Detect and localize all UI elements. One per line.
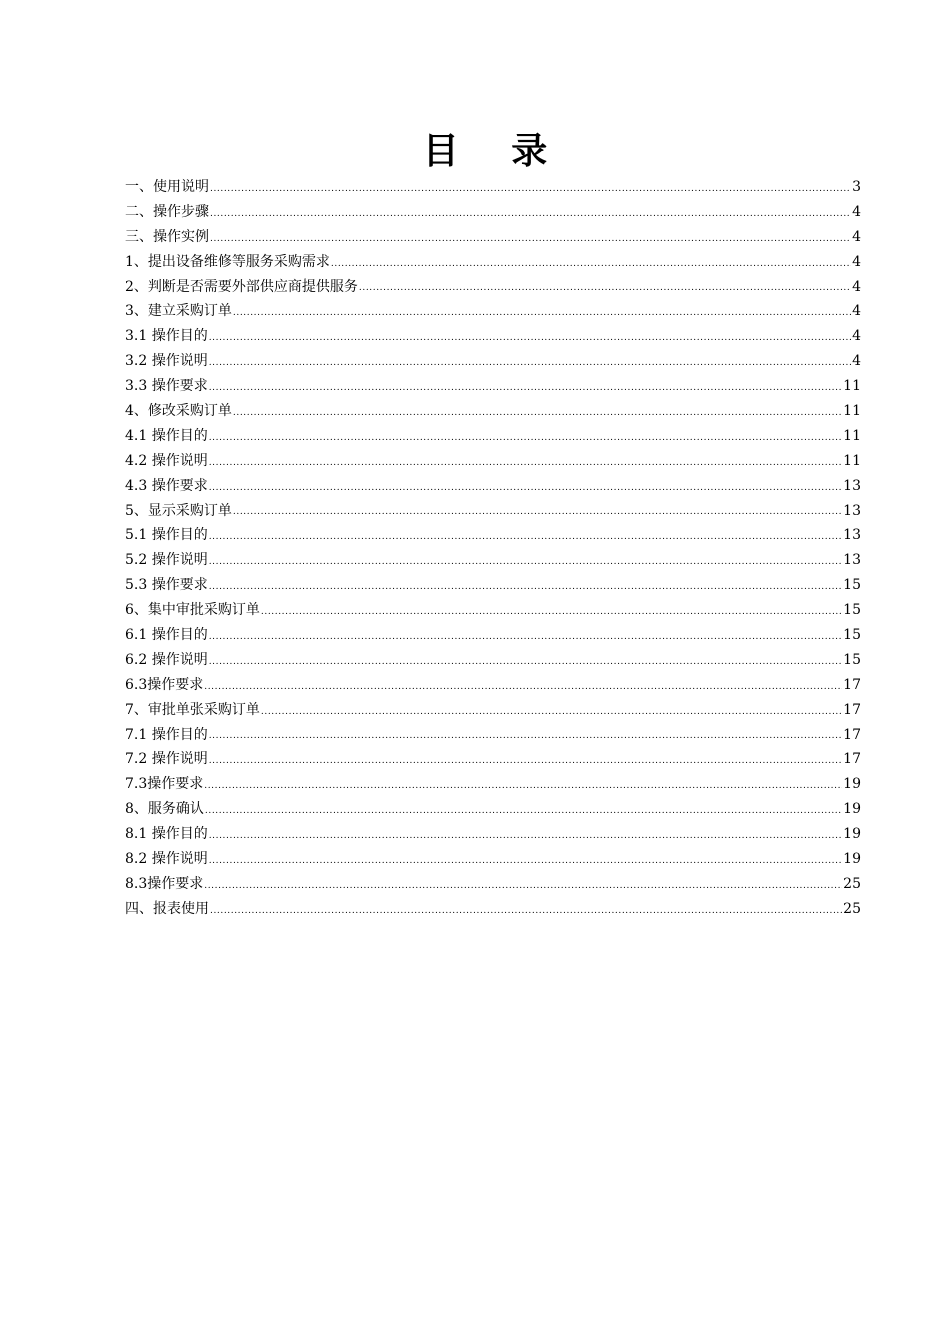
toc-dot-leader <box>210 232 851 246</box>
toc-entry-page-number: 4 <box>852 328 861 345</box>
toc-entry[interactable] <box>125 177 861 202</box>
toc-entry[interactable] <box>125 849 861 874</box>
toc-entry-label: 4.2 操作说明 <box>125 452 208 469</box>
toc-dot-leader <box>233 406 842 420</box>
toc-entry[interactable] <box>125 650 861 675</box>
toc-entry[interactable] <box>125 426 861 451</box>
toc-entry-label: 8.1 操作目的 <box>125 826 208 843</box>
toc-entry-page-number: 17 <box>843 726 861 743</box>
toc-entry-page-number: 17 <box>843 676 861 693</box>
toc-entry-label: 4.3 操作要求 <box>125 477 208 494</box>
toc-dot-leader <box>204 779 842 793</box>
toc-entry-page-number: 11 <box>843 378 861 395</box>
toc-entry-label: 3.1 操作目的 <box>125 328 208 345</box>
toc-entry-page-number: 15 <box>843 627 861 644</box>
toc-entry[interactable] <box>125 401 861 426</box>
toc-entry-page-number: 19 <box>843 826 861 843</box>
toc-entry-page-number: 15 <box>843 602 861 619</box>
toc-entry-label: 3.3 操作要求 <box>125 378 208 395</box>
toc-entry-page-number: 19 <box>843 851 861 868</box>
toc-dot-leader <box>205 804 842 818</box>
toc-dot-leader <box>209 630 842 644</box>
toc-entry-page-number: 13 <box>843 502 861 519</box>
toc-entry-label: 3、建立采购订单 <box>125 303 232 320</box>
toc-entry-label: 6、集中审批采购订单 <box>125 602 260 619</box>
toc-entry-page-number: 13 <box>843 552 861 569</box>
toc-entry[interactable] <box>125 227 861 252</box>
toc-dot-leader <box>209 331 851 345</box>
toc-dot-leader <box>209 456 842 470</box>
toc-entry-page-number: 4 <box>852 228 861 245</box>
toc-entry-label: 5.2 操作说明 <box>125 552 208 569</box>
toc-entry[interactable] <box>125 376 861 401</box>
toc-entry[interactable] <box>125 277 861 302</box>
toc-entry-label: 8.2 操作说明 <box>125 851 208 868</box>
toc-entry-label: 6.3操作要求 <box>125 676 204 693</box>
toc-entry-label: 4.1 操作目的 <box>125 427 208 444</box>
toc-entry-label: 三、操作实例 <box>125 228 209 245</box>
toc-entry-page-number: 25 <box>843 875 861 892</box>
toc-entry-label: 二、操作步骤 <box>125 203 209 220</box>
toc-dot-leader <box>209 530 842 544</box>
toc-entry-page-number: 11 <box>843 427 861 444</box>
toc-entry-label: 5、显示采购订单 <box>125 502 232 519</box>
toc-entry-page-number: 4 <box>852 203 861 220</box>
toc-entry-page-number: 17 <box>843 701 861 718</box>
toc-entry[interactable] <box>125 326 861 351</box>
toc-entry[interactable] <box>125 451 861 476</box>
toc-entry-page-number: 4 <box>852 353 861 370</box>
toc-entry[interactable] <box>125 675 861 700</box>
toc-entry[interactable] <box>125 874 861 899</box>
toc-dot-leader <box>261 605 842 619</box>
toc-dot-leader <box>209 829 842 843</box>
toc-entry-label: 四、报表使用 <box>125 900 209 917</box>
toc-dot-leader <box>209 356 851 370</box>
toc-entry[interactable] <box>125 252 861 277</box>
toc-dot-leader <box>261 705 842 719</box>
toc-entry-page-number: 17 <box>843 751 861 768</box>
toc-dot-leader <box>204 680 842 694</box>
toc-list <box>125 177 861 924</box>
toc-entry-label: 8.3操作要求 <box>125 875 204 892</box>
toc-entry-page-number: 3 <box>852 179 861 195</box>
toc-dot-leader <box>233 505 842 519</box>
toc-entry[interactable] <box>125 525 861 550</box>
toc-dot-leader <box>209 854 842 868</box>
toc-dot-leader <box>209 555 842 569</box>
toc-entry-page-number: 4 <box>852 278 861 295</box>
toc-dot-leader <box>209 481 842 495</box>
toc-entry-page-number: 15 <box>843 651 861 668</box>
toc-entry-label: 4、修改采购订单 <box>125 403 232 420</box>
toc-entry-label: 7、审批单张采购订单 <box>125 701 260 718</box>
toc-entry-label: 8、服务确认 <box>125 801 204 818</box>
toc-entry[interactable] <box>125 774 861 799</box>
toc-entry[interactable] <box>125 575 861 600</box>
toc-entry[interactable] <box>125 600 861 625</box>
toc-entry-label: 3.2 操作说明 <box>125 353 208 370</box>
toc-entry[interactable] <box>125 749 861 774</box>
toc-dot-leader <box>209 381 842 395</box>
toc-entry-page-number: 13 <box>843 477 861 494</box>
toc-dot-leader <box>233 306 851 320</box>
toc-entry-page-number: 15 <box>843 577 861 594</box>
toc-dot-leader <box>204 879 842 893</box>
toc-entry-page-number: 13 <box>843 527 861 544</box>
toc-dot-leader <box>210 904 842 918</box>
toc-entry-label: 7.3操作要求 <box>125 776 204 793</box>
toc-entry-label: 7.1 操作目的 <box>125 726 208 743</box>
toc-entry-label: 5.3 操作要求 <box>125 577 208 594</box>
toc-entry-page-number: 25 <box>843 900 861 917</box>
toc-entry[interactable] <box>125 700 861 725</box>
toc-entry[interactable] <box>125 301 861 326</box>
toc-entry[interactable] <box>125 899 861 924</box>
toc-entry-label: 一、使用说明 <box>125 179 209 195</box>
toc-title: 目 录 <box>422 131 568 172</box>
toc-entry-label: 6.1 操作目的 <box>125 627 208 644</box>
toc-entry-label: 6.2 操作说明 <box>125 651 208 668</box>
toc-entry[interactable] <box>125 351 861 376</box>
toc-dot-leader <box>209 431 842 445</box>
toc-dot-leader <box>209 729 842 743</box>
toc-entry[interactable] <box>125 501 861 526</box>
toc-entry[interactable] <box>125 625 861 650</box>
toc-entry-page-number: 11 <box>843 403 861 420</box>
toc-entry-page-number: 4 <box>852 303 861 320</box>
toc-dot-leader <box>359 281 851 295</box>
toc-entry[interactable] <box>125 799 861 824</box>
toc-dot-leader <box>209 580 842 594</box>
toc-entry-page-number: 4 <box>852 253 861 270</box>
toc-entry[interactable] <box>125 725 861 750</box>
toc-dot-leader <box>210 207 851 221</box>
toc-entry[interactable] <box>125 824 861 849</box>
toc-entry[interactable] <box>125 476 861 501</box>
toc-entry-label: 2、判断是否需要外部供应商提供服务 <box>125 278 358 295</box>
toc-dot-leader <box>210 182 851 196</box>
toc-entry-page-number: 19 <box>843 801 861 818</box>
toc-dot-leader <box>331 257 851 271</box>
toc-entry[interactable] <box>125 550 861 575</box>
toc-entry-label: 5.1 操作目的 <box>125 527 208 544</box>
toc-entry-label: 7.2 操作说明 <box>125 751 208 768</box>
toc-entry-label: 1、提出设备维修等服务采购需求 <box>125 253 330 270</box>
toc-dot-leader <box>209 655 842 669</box>
toc-entry[interactable] <box>125 202 861 227</box>
toc-dot-leader <box>209 754 842 768</box>
toc-entry-page-number: 11 <box>843 452 861 469</box>
toc-entry-page-number: 19 <box>843 776 861 793</box>
